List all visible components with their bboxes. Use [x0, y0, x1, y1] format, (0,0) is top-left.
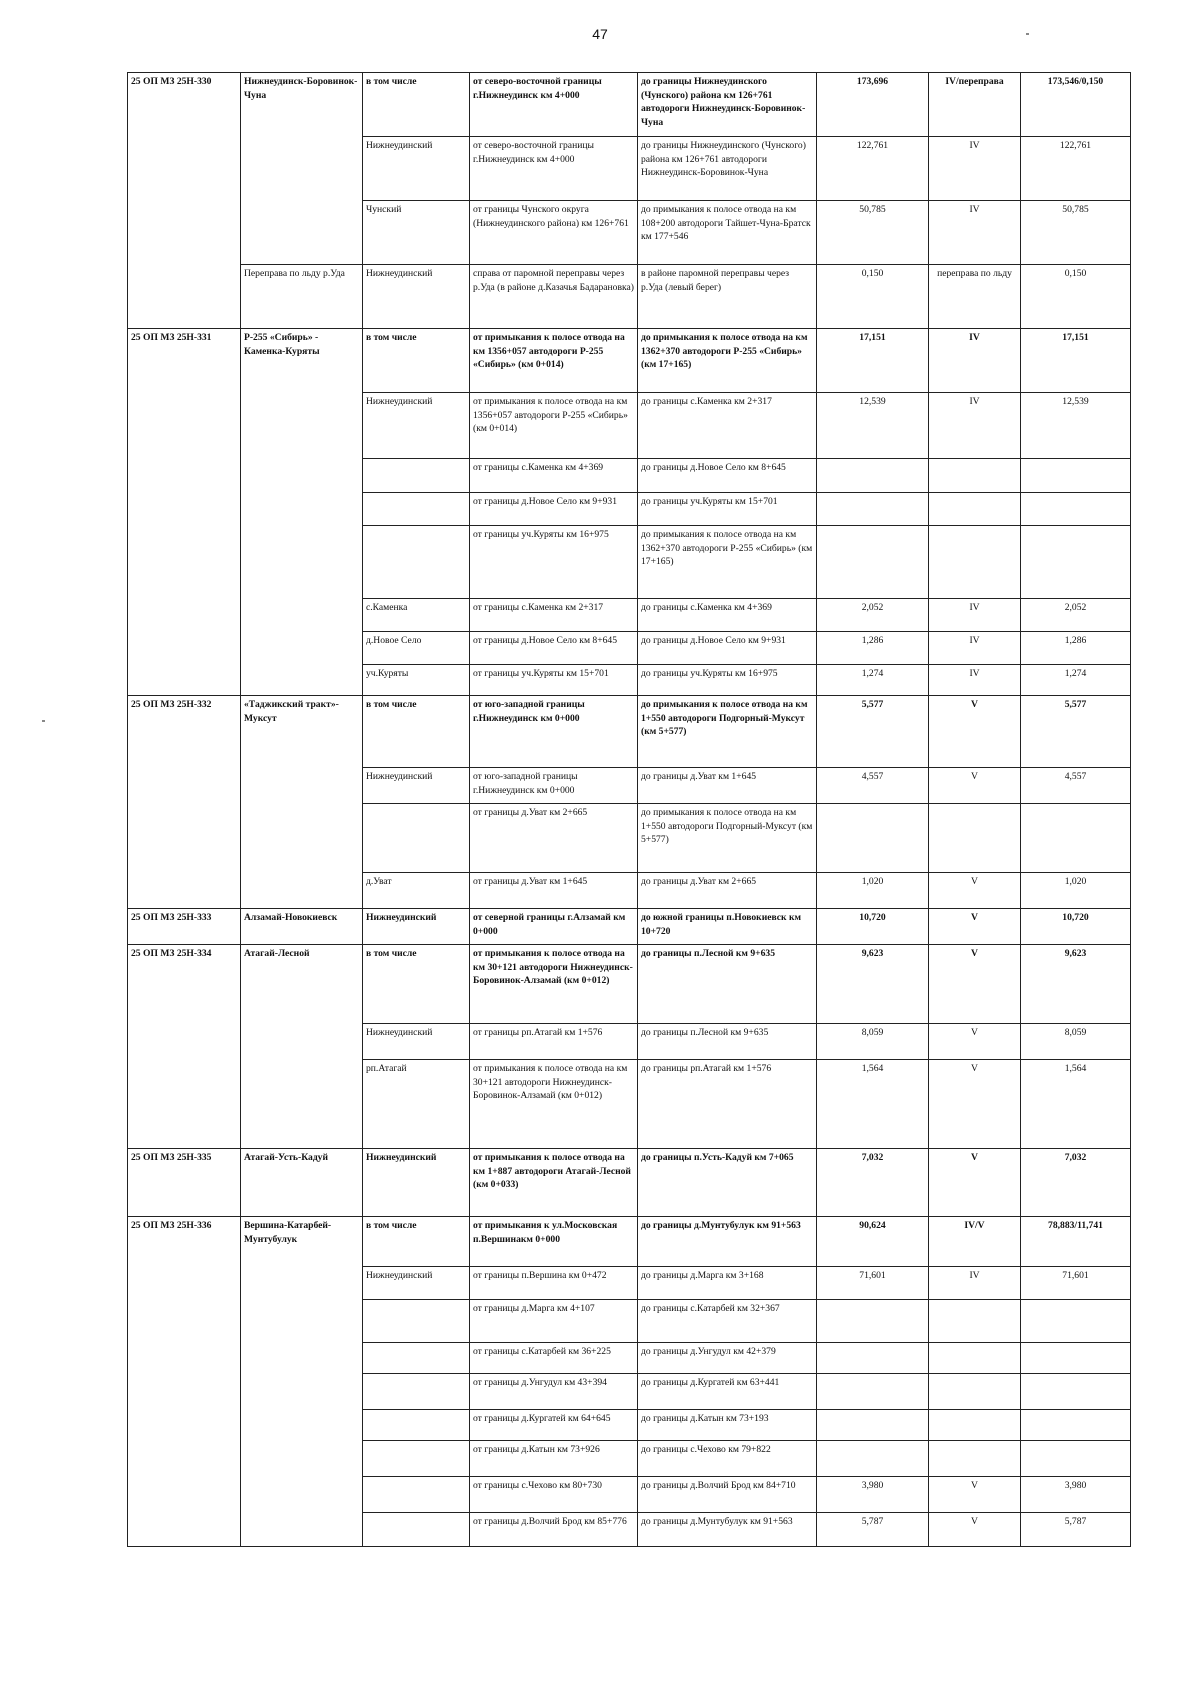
table-row [128, 665, 1131, 696]
category-cell: IV [929, 665, 1021, 696]
section-start-cell: от границы уч.Куряты км 16+975 [470, 526, 638, 599]
road-name-cell [241, 201, 363, 265]
total-length-cell [1021, 1374, 1131, 1410]
section-end-cell: до границы д.Мунтубулук км 91+563 [638, 1513, 817, 1547]
total-length-cell: 5,787 [1021, 1513, 1131, 1547]
section-start-cell: справа от паромной переправы через р.Уда (в районе д.Казачья Бадарановка) [470, 265, 638, 329]
total-length-cell: 1,274 [1021, 665, 1131, 696]
section-end-cell: до примыкания к полосе отвода на км 1+550 автодороги Подгорный-Муксут (км 5+577) [638, 696, 817, 768]
total-length-cell [1021, 1300, 1131, 1343]
section-start-cell: от границы д.Катын км 73+926 [470, 1441, 638, 1477]
section-end-cell: до границы д.Унгудул км 42+379 [638, 1343, 817, 1374]
road-code-cell [128, 632, 241, 665]
section-start-cell: от северной границы г.Алзамай км 0+000 [470, 909, 638, 945]
section-end-cell: до границы уч.Куряты км 16+975 [638, 665, 817, 696]
table-row [128, 1300, 1131, 1343]
table-row [128, 1477, 1131, 1513]
district-cell: д.Уват [363, 873, 470, 909]
category-cell [929, 1410, 1021, 1441]
road-code-cell: 25 ОП МЗ 25Н-330 [128, 73, 241, 137]
category-cell: V [929, 945, 1021, 1024]
road-name-cell [241, 599, 363, 632]
table-row [128, 393, 1131, 459]
category-cell [929, 1374, 1021, 1410]
road-code-cell [128, 1343, 241, 1374]
road-name-cell [241, 665, 363, 696]
table-row [128, 1410, 1131, 1441]
total-length-cell: 9,623 [1021, 945, 1131, 1024]
section-end-cell: до границы с.Каменка км 2+317 [638, 393, 817, 459]
length-cell: 3,980 [817, 1477, 929, 1513]
category-cell: V [929, 1513, 1021, 1547]
table-row [128, 909, 1131, 945]
section-end-cell: до границы д.Уват км 1+645 [638, 768, 817, 804]
section-end-cell: до примыкания к полосе отвода на км 108+200 автодороги Тайшет-Чуна-Братск км 177+546 [638, 201, 817, 265]
total-length-cell: 10,720 [1021, 909, 1131, 945]
road-code-cell: 25 ОП МЗ 25Н-332 [128, 696, 241, 768]
section-end-cell: до границы д.Волчий Брод км 84+710 [638, 1477, 817, 1513]
section-start-cell: от границы п.Вершина км 0+472 [470, 1267, 638, 1300]
category-cell: IV [929, 632, 1021, 665]
district-cell: рп.Атагай [363, 1060, 470, 1149]
road-name-cell [241, 1343, 363, 1374]
total-length-cell: 1,020 [1021, 873, 1131, 909]
road-name-cell [241, 1410, 363, 1441]
total-length-cell [1021, 1410, 1131, 1441]
category-cell [929, 526, 1021, 599]
category-cell: IV/переправа [929, 73, 1021, 137]
section-start-cell: от границы д.Марга км 4+107 [470, 1300, 638, 1343]
road-code-cell [128, 599, 241, 632]
length-cell: 5,787 [817, 1513, 929, 1547]
length-cell [817, 1300, 929, 1343]
table-row [128, 1513, 1131, 1547]
table-row [128, 599, 1131, 632]
road-code-cell [128, 1060, 241, 1149]
section-start-cell: от границы д.Волчий Брод км 85+776 [470, 1513, 638, 1547]
section-end-cell: до примыкания к полосе отвода на км 1+550 автодороги Подгорный-Муксут (км 5+577) [638, 804, 817, 873]
road-name-cell: Атагай-Лесной [241, 945, 363, 1024]
section-start-cell: от северо-восточной границы г.Нижнеудинск км 4+000 [470, 137, 638, 201]
section-end-cell: в районе паромной переправы через р.Уда (левый берег) [638, 265, 817, 329]
section-start-cell: от примыкания к полосе отвода на км 1+887 автодороги Атагай-Лесной (км 0+033) [470, 1149, 638, 1217]
table-row [128, 1343, 1131, 1374]
district-cell: в том числе [363, 73, 470, 137]
section-end-cell: до границы д.Кургатей км 63+441 [638, 1374, 817, 1410]
section-end-cell: до примыкания к полосе отвода на км 1362+370 автодороги Р-255 «Сибирь» (км 17+165) [638, 526, 817, 599]
table-row [128, 1374, 1131, 1410]
road-code-cell [128, 1410, 241, 1441]
length-cell: 12,539 [817, 393, 929, 459]
length-cell [817, 1441, 929, 1477]
section-end-cell: до границы д.Катын км 73+193 [638, 1410, 817, 1441]
section-start-cell: от границы д.Уват км 2+665 [470, 804, 638, 873]
length-cell [817, 493, 929, 526]
road-name-cell: Атагай-Усть-Кадуй [241, 1149, 363, 1217]
section-start-cell: от границы с.Чехово км 80+730 [470, 1477, 638, 1513]
section-start-cell: от границы с.Каменка км 4+369 [470, 459, 638, 493]
road-name-cell: Р-255 «Сибирь» - Каменка-Куряты [241, 329, 363, 393]
section-end-cell: до границы Нижнеудинского (Чунского) района км 126+761 автодороги Нижнеудинск-Боровинок-Чуна [638, 73, 817, 137]
length-cell: 17,151 [817, 329, 929, 393]
table-row [128, 493, 1131, 526]
section-start-cell: от границы д.Новое Село км 9+931 [470, 493, 638, 526]
road-code-cell [128, 665, 241, 696]
district-cell [363, 526, 470, 599]
road-code-cell: 25 ОП МЗ 25Н-336 [128, 1217, 241, 1267]
table-row [128, 1441, 1131, 1477]
table-row [128, 1217, 1131, 1267]
category-cell: V [929, 1060, 1021, 1149]
table-row [128, 873, 1131, 909]
section-end-cell: до границы Нижнеудинского (Чунского) района км 126+761 автодороги Нижнеудинск-Боровинок-Чуна [638, 137, 817, 201]
road-code-cell [128, 459, 241, 493]
total-length-cell: 4,557 [1021, 768, 1131, 804]
category-cell: V [929, 873, 1021, 909]
table-body [128, 73, 1131, 1547]
section-start-cell: от границы д.Новое Село км 8+645 [470, 632, 638, 665]
road-name-cell [241, 1267, 363, 1300]
total-length-cell [1021, 1441, 1131, 1477]
road-code-cell [128, 1513, 241, 1547]
category-cell: IV [929, 1267, 1021, 1300]
road-name-cell [241, 1513, 363, 1547]
total-length-cell: 50,785 [1021, 201, 1131, 265]
table-row [128, 265, 1131, 329]
section-start-cell: от юго-западной границы г.Нижнеудинск км 0+000 [470, 768, 638, 804]
road-code-cell: 25 ОП МЗ 25Н-334 [128, 945, 241, 1024]
category-cell: IV [929, 599, 1021, 632]
table-row [128, 137, 1131, 201]
length-cell: 8,059 [817, 1024, 929, 1060]
road-code-cell [128, 768, 241, 804]
total-length-cell: 1,564 [1021, 1060, 1131, 1149]
road-name-cell [241, 632, 363, 665]
length-cell [817, 1374, 929, 1410]
total-length-cell: 3,980 [1021, 1477, 1131, 1513]
road-name-cell [241, 1300, 363, 1343]
length-cell: 173,696 [817, 73, 929, 137]
district-cell: Чунский [363, 201, 470, 265]
section-end-cell: до границы п.Усть-Кадуй км 7+065 [638, 1149, 817, 1217]
district-cell [363, 804, 470, 873]
road-code-cell [128, 526, 241, 599]
road-code-cell [128, 873, 241, 909]
district-cell: Нижнеудинский [363, 909, 470, 945]
section-end-cell: до границы с.Чехово км 79+822 [638, 1441, 817, 1477]
district-cell: д.Новое Село [363, 632, 470, 665]
road-name-cell: «Таджикский тракт»-Муксут [241, 696, 363, 768]
table-row [128, 945, 1131, 1024]
road-name-cell: Нижнеудинск-Боровинок-Чуна [241, 73, 363, 137]
length-cell: 10,720 [817, 909, 929, 945]
road-name-cell [241, 1441, 363, 1477]
district-cell [363, 459, 470, 493]
table-row [128, 201, 1131, 265]
length-cell: 5,577 [817, 696, 929, 768]
table-row [128, 632, 1131, 665]
length-cell: 0,150 [817, 265, 929, 329]
category-cell: V [929, 768, 1021, 804]
length-cell: 4,557 [817, 768, 929, 804]
total-length-cell: 122,761 [1021, 137, 1131, 201]
length-cell: 71,601 [817, 1267, 929, 1300]
length-cell: 1,274 [817, 665, 929, 696]
table-row [128, 696, 1131, 768]
page-number: 47 [592, 26, 608, 42]
district-cell: Нижнеудинский [363, 1149, 470, 1217]
length-cell: 2,052 [817, 599, 929, 632]
length-cell: 1,564 [817, 1060, 929, 1149]
road-code-cell [128, 1300, 241, 1343]
road-code-cell [128, 1267, 241, 1300]
road-name-cell: Переправа по льду р.Уда [241, 265, 363, 329]
district-cell [363, 1410, 470, 1441]
district-cell: Нижнеудинский [363, 1267, 470, 1300]
total-length-cell: 0,150 [1021, 265, 1131, 329]
table-row [128, 768, 1131, 804]
section-end-cell: до границы п.Лесной км 9+635 [638, 945, 817, 1024]
scan-speck [42, 720, 45, 722]
length-cell: 122,761 [817, 137, 929, 201]
scan-speck [1026, 33, 1029, 35]
section-end-cell: до границы д.Мунтубулук км 91+563 [638, 1217, 817, 1267]
district-cell [363, 1477, 470, 1513]
table-row [128, 329, 1131, 393]
table-row [128, 1267, 1131, 1300]
road-name-cell [241, 1477, 363, 1513]
category-cell: V [929, 696, 1021, 768]
road-code-cell [128, 265, 241, 329]
section-end-cell: до примыкания к полосе отвода на км 1362+370 автодороги Р-255 «Сибирь» (км 17+165) [638, 329, 817, 393]
table-row [128, 1149, 1131, 1217]
section-start-cell: от границы Чунского округа (Нижнеудинского района) км 126+761 [470, 201, 638, 265]
total-length-cell: 1,286 [1021, 632, 1131, 665]
total-length-cell: 2,052 [1021, 599, 1131, 632]
district-cell [363, 1441, 470, 1477]
road-name-cell [241, 137, 363, 201]
road-code-cell [128, 493, 241, 526]
table-row [128, 459, 1131, 493]
district-cell [363, 1300, 470, 1343]
total-length-cell: 78,883/11,741 [1021, 1217, 1131, 1267]
road-code-cell: 25 ОП МЗ 25Н-335 [128, 1149, 241, 1217]
total-length-cell: 5,577 [1021, 696, 1131, 768]
table-row [128, 1024, 1131, 1060]
table-row [128, 1060, 1131, 1149]
table-row [128, 73, 1131, 137]
district-cell: в том числе [363, 329, 470, 393]
road-name-cell [241, 493, 363, 526]
road-code-cell [128, 1441, 241, 1477]
road-code-cell: 25 ОП МЗ 25Н-333 [128, 909, 241, 945]
district-cell: Нижнеудинский [363, 768, 470, 804]
category-cell: IV/V [929, 1217, 1021, 1267]
length-cell [817, 526, 929, 599]
section-end-cell: до границы д.Новое Село км 9+931 [638, 632, 817, 665]
category-cell [929, 1343, 1021, 1374]
section-end-cell: до границы д.Марга км 3+168 [638, 1267, 817, 1300]
category-cell: V [929, 1477, 1021, 1513]
section-start-cell: от примыкания к полосе отвода на км 1356+057 автодороги Р-255 «Сибирь» (км 0+014) [470, 393, 638, 459]
length-cell: 9,623 [817, 945, 929, 1024]
section-start-cell: от границы д.Уват км 1+645 [470, 873, 638, 909]
road-code-cell [128, 1024, 241, 1060]
section-start-cell: от юго-западной границы г.Нижнеудинск км 0+000 [470, 696, 638, 768]
section-start-cell: от северо-восточной границы г.Нижнеудинск км 4+000 [470, 73, 638, 137]
total-length-cell [1021, 459, 1131, 493]
category-cell: V [929, 1024, 1021, 1060]
category-cell: V [929, 909, 1021, 945]
district-cell: Нижнеудинский [363, 393, 470, 459]
category-cell [929, 493, 1021, 526]
section-start-cell: от примыкания к ул.Московская п.Вершинакм 0+000 [470, 1217, 638, 1267]
district-cell [363, 1343, 470, 1374]
district-cell [363, 1513, 470, 1547]
category-cell: IV [929, 137, 1021, 201]
section-end-cell: до южной границы п.Новокиевск км 10+720 [638, 909, 817, 945]
district-cell: уч.Куряты [363, 665, 470, 696]
category-cell [929, 1300, 1021, 1343]
road-register-table [127, 72, 1131, 1547]
table-row [128, 804, 1131, 873]
district-cell: Нижнеудинский [363, 1024, 470, 1060]
category-cell [929, 804, 1021, 873]
category-cell: IV [929, 329, 1021, 393]
length-cell: 7,032 [817, 1149, 929, 1217]
road-name-cell [241, 873, 363, 909]
section-end-cell: до границы рп.Атагай км 1+576 [638, 1060, 817, 1149]
road-code-cell [128, 137, 241, 201]
total-length-cell [1021, 493, 1131, 526]
total-length-cell [1021, 526, 1131, 599]
length-cell: 90,624 [817, 1217, 929, 1267]
length-cell: 1,286 [817, 632, 929, 665]
road-name-cell [241, 393, 363, 459]
road-code-cell [128, 393, 241, 459]
category-cell: IV [929, 393, 1021, 459]
road-name-cell: Алзамай-Новокиевск [241, 909, 363, 945]
district-cell: в том числе [363, 1217, 470, 1267]
section-start-cell: от границы д.Кургатей км 64+645 [470, 1410, 638, 1441]
road-name-cell: Вершина-Катарбей-Мунтубулук [241, 1217, 363, 1267]
section-end-cell: до границы п.Лесной км 9+635 [638, 1024, 817, 1060]
district-cell: Нижнеудинский [363, 265, 470, 329]
total-length-cell: 71,601 [1021, 1267, 1131, 1300]
length-cell [817, 459, 929, 493]
district-cell: в том числе [363, 696, 470, 768]
category-cell: переправа по льду [929, 265, 1021, 329]
section-start-cell: от границы д.Унгудул км 43+394 [470, 1374, 638, 1410]
category-cell: IV [929, 201, 1021, 265]
section-start-cell: от примыкания к полосе отвода на км 30+121 автодороги Нижнеудинск-Боровинок-Алзамай (км 0+012) [470, 945, 638, 1024]
total-length-cell: 7,032 [1021, 1149, 1131, 1217]
section-start-cell: от границы рп.Атагай км 1+576 [470, 1024, 638, 1060]
section-start-cell: от границы с.Каменка км 2+317 [470, 599, 638, 632]
length-cell: 1,020 [817, 873, 929, 909]
district-cell [363, 1374, 470, 1410]
total-length-cell: 173,546/0,150 [1021, 73, 1131, 137]
section-start-cell: от границы уч.Куряты км 15+701 [470, 665, 638, 696]
road-name-cell [241, 526, 363, 599]
length-cell: 50,785 [817, 201, 929, 265]
category-cell: V [929, 1149, 1021, 1217]
total-length-cell: 12,539 [1021, 393, 1131, 459]
road-name-cell [241, 1374, 363, 1410]
section-end-cell: до границы д.Новое Село км 8+645 [638, 459, 817, 493]
road-code-cell: 25 ОП МЗ 25Н-331 [128, 329, 241, 393]
section-start-cell: от примыкания к полосе отвода на км 30+121 автодороги Нижнеудинск-Боровинок-Алзамай (км 0+012) [470, 1060, 638, 1149]
road-code-cell [128, 1374, 241, 1410]
section-end-cell: до границы с.Каменка км 4+369 [638, 599, 817, 632]
district-cell [363, 493, 470, 526]
road-name-cell [241, 768, 363, 804]
district-cell: Нижнеудинский [363, 137, 470, 201]
total-length-cell: 17,151 [1021, 329, 1131, 393]
section-end-cell: до границы с.Катарбей км 32+367 [638, 1300, 817, 1343]
road-name-cell [241, 1060, 363, 1149]
length-cell [817, 1343, 929, 1374]
total-length-cell [1021, 1343, 1131, 1374]
road-code-cell [128, 804, 241, 873]
road-name-cell [241, 1024, 363, 1060]
length-cell [817, 804, 929, 873]
road-name-cell [241, 804, 363, 873]
road-code-cell [128, 201, 241, 265]
section-start-cell: от примыкания к полосе отвода на км 1356+057 автодороги Р-255 «Сибирь» (км 0+014) [470, 329, 638, 393]
total-length-cell [1021, 804, 1131, 873]
road-name-cell [241, 459, 363, 493]
table-row [128, 526, 1131, 599]
category-cell [929, 459, 1021, 493]
road-code-cell [128, 1477, 241, 1513]
district-cell: в том числе [363, 945, 470, 1024]
category-cell [929, 1441, 1021, 1477]
length-cell [817, 1410, 929, 1441]
section-end-cell: до границы д.Уват км 2+665 [638, 873, 817, 909]
total-length-cell: 8,059 [1021, 1024, 1131, 1060]
district-cell: с.Каменка [363, 599, 470, 632]
section-end-cell: до границы уч.Куряты км 15+701 [638, 493, 817, 526]
section-start-cell: от границы с.Катарбей км 36+225 [470, 1343, 638, 1374]
